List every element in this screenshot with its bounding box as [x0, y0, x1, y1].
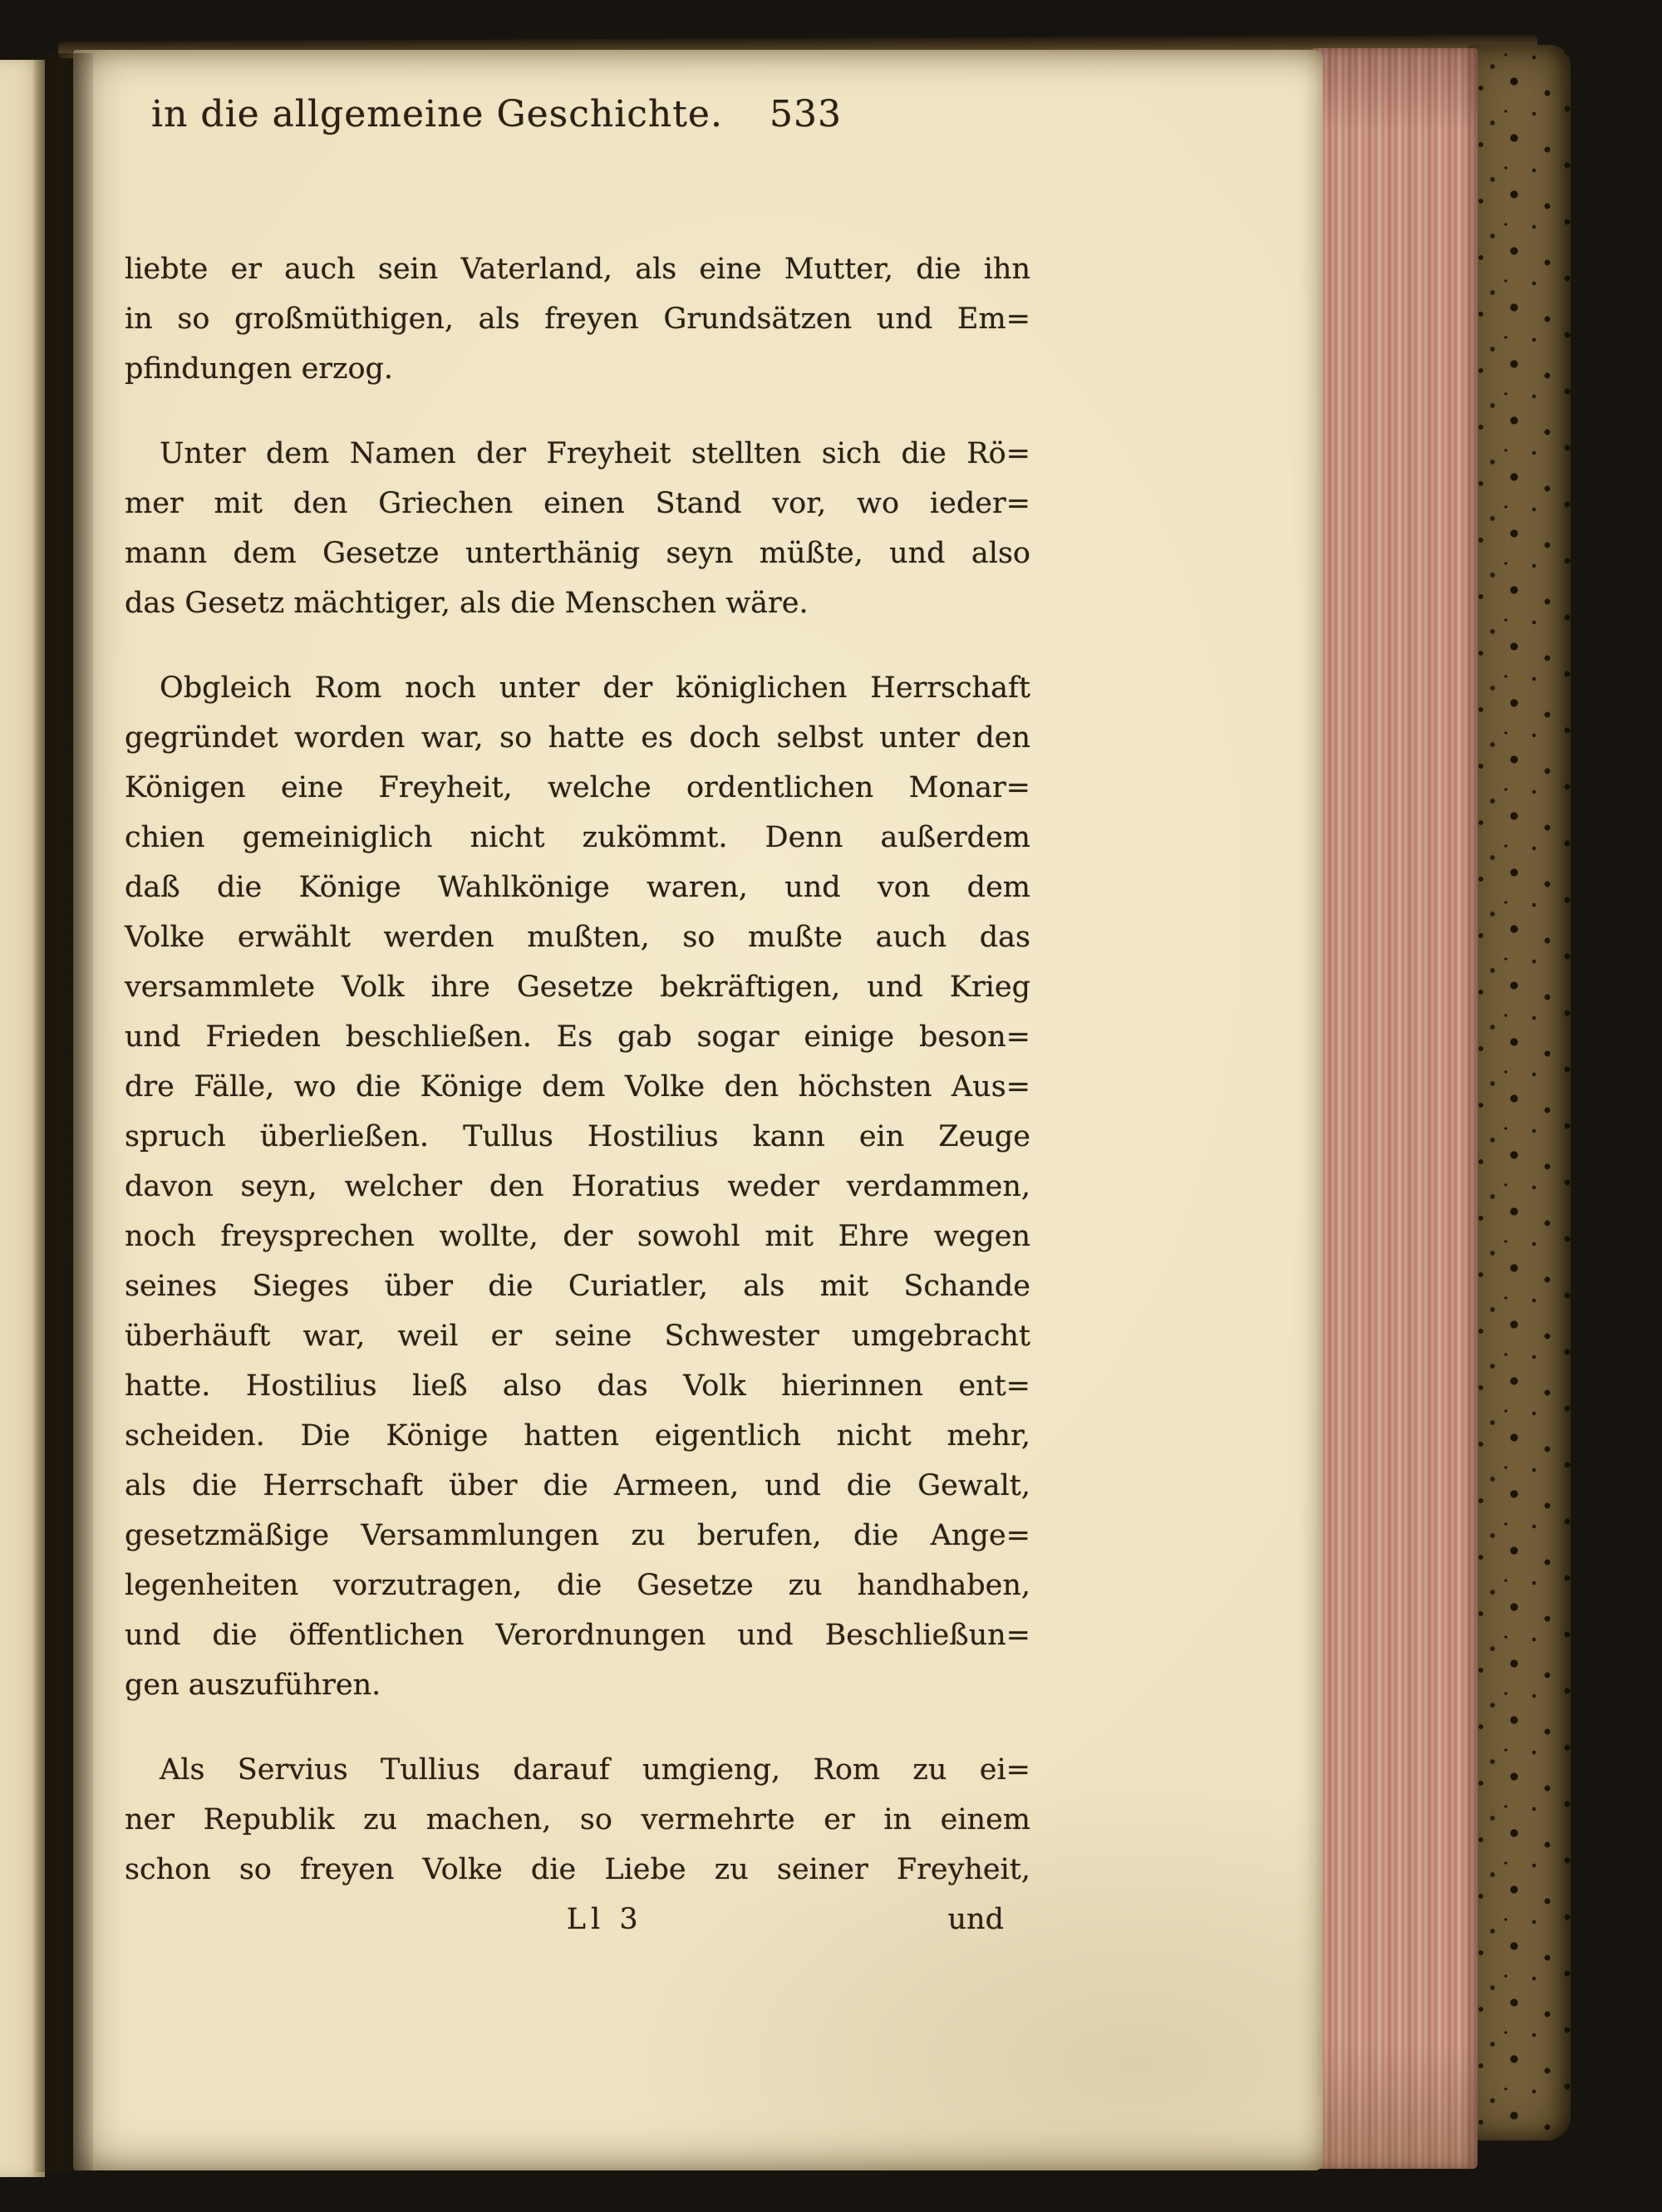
- text-line: dre Fälle, wo die Könige dem Volke den höchsten Aus=: [125, 1070, 1030, 1104]
- signature-line: [125, 1895, 1030, 1944]
- book-page: [73, 50, 1323, 2170]
- text-line: gen auszuführen.: [125, 1669, 381, 1702]
- text-line: schon so freyen Volke die Liebe zu seiner Freyheit,: [125, 1853, 1030, 1886]
- text-line: seines Sieges über die Curiatler, als mit Schande: [125, 1270, 1030, 1303]
- text-line: gegründet worden war, so hatte es doch selbst unter den: [125, 721, 1030, 755]
- text-line: noch freysprechen wollte, der sowohl mit Ehre wegen: [125, 1220, 1030, 1253]
- text-line: und Frieden beschließen. Es gab sogar einige beson=: [125, 1020, 1030, 1054]
- text-line: Volke erwählt werden mußten, so mußte auch das: [125, 921, 1030, 954]
- text-line: mer mit den Griechen einen Stand vor, wo ieder=: [125, 487, 1030, 520]
- page-number: 533: [769, 93, 842, 135]
- text-line: pfindungen erzog.: [125, 352, 394, 386]
- text-line: Obgleich Rom noch unter der königlichen Herrschaft: [160, 671, 1030, 705]
- page-fore-edge: [1313, 48, 1478, 2169]
- text-line: Unter dem Namen der Freyheit stellten sich die Rö=: [160, 437, 1030, 470]
- paragraph: [125, 663, 1030, 1710]
- text-line: in so großmüthigen, als freyen Grundsätzen und Em=: [125, 302, 1030, 336]
- paragraph: [125, 1745, 1030, 1895]
- text-line: versammlete Volk ihre Gesetze bekräftigen, und Krieg: [125, 971, 1030, 1004]
- gutter-shadow: [33, 53, 93, 2172]
- signature-mark: Ll 3: [566, 1903, 643, 1936]
- text-line: und die öffentlichen Verordnungen und Beschließun=: [125, 1619, 1030, 1652]
- page-content: [125, 50, 1030, 1944]
- text-line: das Gesetz mächtiger, als die Menschen wäre.: [125, 587, 809, 620]
- text-line: daß die Könige Wahlkönige waren, und von dem: [125, 871, 1030, 904]
- text-line: als die Herrschaft über die Armeen, und die Gewalt,: [125, 1469, 1030, 1502]
- text-line: ner Republik zu machen, so vermehrte er in einem: [125, 1803, 1030, 1836]
- text-line: scheiden. Die Könige hatten eigentlich nicht mehr,: [125, 1419, 1030, 1453]
- text-line: Als Servius Tullius darauf umgieng, Rom zu ei=: [160, 1753, 1030, 1787]
- text-line: spruch überließen. Tullus Hostilius kann ein Zeuge: [125, 1120, 1030, 1153]
- text-line: Königen eine Freyheit, welche ordentlichen Monar=: [125, 771, 1030, 804]
- text-line: überhäuft war, weil er seine Schwester umgebracht: [125, 1320, 1030, 1353]
- text-line: chien gemeiniglich nicht zukömmt. Denn außerdem: [125, 821, 1030, 854]
- book-cover-board: [1464, 45, 1571, 2141]
- text-line: legenheiten vorzutragen, die Gesetze zu handhaben,: [125, 1569, 1030, 1602]
- paragraph: [125, 429, 1030, 628]
- body-text: [125, 244, 1030, 1895]
- catchword: und: [947, 1903, 1004, 1936]
- text-line: liebte er auch sein Vaterland, als eine Mutter, die ihn: [125, 253, 1030, 286]
- text-line: hatte. Hostilius ließ also das Volk hierinnen ent=: [125, 1369, 1030, 1403]
- running-header-title: in die allgemeine Geschichte.: [151, 93, 723, 135]
- text-line: mann dem Gesetze unterthänig seyn müßte, und also: [125, 537, 1030, 570]
- paragraph: [125, 244, 1030, 394]
- text-line: davon seyn, welcher den Horatius weder verdammen,: [125, 1170, 1030, 1203]
- text-line: gesetzmäßige Versammlungen zu berufen, die Ange=: [125, 1519, 1030, 1552]
- running-header: [125, 93, 1030, 143]
